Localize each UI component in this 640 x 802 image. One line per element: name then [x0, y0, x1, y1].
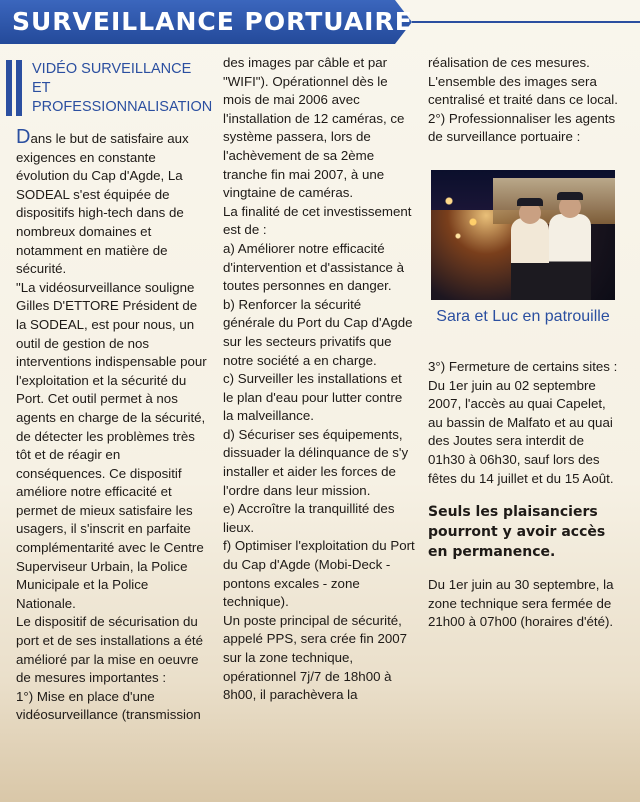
page-title: SURVEILLANCE PORTUAIRE: [12, 7, 413, 36]
paragraph-finalite: La finalité de cet investissement est de :: [223, 203, 412, 238]
paragraph-realisation: réalisation de ces mesures. L'ensemble des images sera centralisé et traité dans ce local.: [428, 55, 618, 108]
list-item: b) Renforcer la sécurité générale du Port du Cap d'Agde sur les secteurs privatifs que notre société a en charge.: [223, 296, 413, 368]
paragraph-intro: [16, 128, 208, 279]
drop-cap: D: [16, 126, 31, 148]
list-item: c) Surveiller les installations et le plan d'eau pour lutter contre la malveillance.: [223, 371, 403, 424]
patrol-photo: [431, 170, 615, 300]
column-2: [223, 54, 415, 705]
subheader-bar-right: [16, 60, 22, 116]
paragraph-item-1: 1°) Mise en place d'une vidéosurveillance (transmission: [16, 688, 201, 723]
paragraph-fermeture: 3°) Fermeture de certains sites : Du 1er juin au 02 septembre 2007, l'accès au quai Capelet, au bassin de Malfato et au quai des Joutes sera interdit de 01h30 à 06h30, sauf lors des fêtes du 14 juillet et du 15 Août.: [428, 359, 618, 486]
column-3-top: [428, 54, 622, 147]
list-item: f) Optimiser l'exploitation du Port du Cap d'Agde (Mobi-Deck - pontons excales - zone technique).: [223, 538, 415, 610]
paragraph-pps: Un poste principal de sécurité, appelé PPS, sera crée fin 2007 sur la zone technique, opérationnel 7j/7 de 18h00 à 8h00, il parachèvera la: [223, 612, 408, 703]
column-3-bottom: [428, 358, 622, 632]
section-subheader: [6, 60, 211, 128]
list-item: d) Sécuriser ses équipements, dissuader la délinquance de s'y installer et aider les forces de l'ordre dans leur mission.: [223, 426, 409, 498]
paragraph-bold-note: Seuls les plaisanciers pourront y avoir accès en permanence.: [428, 504, 606, 561]
list-item: a) Améliorer notre efficacité d'intervention et d'assistance à toutes personnes en danger.: [223, 240, 405, 294]
list-item: e) Accroître la tranquillité des lieux.: [223, 501, 395, 535]
photo-cap-right: [557, 192, 583, 200]
photo-caption: Sara et Luc en patrouille: [436, 308, 610, 325]
paragraph-quote: "La vidéosurveillance souligne Gilles D'ETTORE Président de la SODEAL, est pour nous, un outil de gestion de nos interventions indispensable pour l'exploitation et la sécurité du Port. Cet outil permet à nos agents en charge de la sécurité, de détecter les problèmes très tôt et de réagir en conséquences. Ce dispositif améliore notre efficacité et permet de mieux satisfaire les usagers, il s'inscrit en parfaite complémentarité avec le Centre Superviseur Urbain, la Police Municipale et la Police Nationale.: [16, 279, 207, 611]
paragraph-measures: Le dispositif de sécurisation du port et de ses installations a été amélioré par la mise en oeuvre de mesures importantes :: [16, 614, 204, 686]
photo-person-right: [549, 214, 591, 300]
paragraph-intro-text: ans le but de satisfaire aux exigences en constante évolution du Cap d'Agde, La SODEAL s'est équipée de dispositifs high-tech dans de nombreux domaines et notamment en matière de sécurité.: [16, 131, 189, 277]
photo-person-left: [511, 218, 549, 300]
paragraph-professionnaliser: 2°) Professionnaliser les agents de surveillance portuaire :: [428, 110, 616, 145]
paragraph-zone-technique: Du 1er juin au 30 septembre, la zone technique sera fermée de 21h00 à 07h00 (horaires d'été).: [428, 577, 614, 630]
photo-lights: [437, 180, 497, 250]
column-1: [16, 128, 208, 725]
subheader-bar-left: [6, 60, 12, 116]
paragraph-transmission: des images par câble et par "WIFI"). Opérationnel dès le mois de mai 2006 avec l'installation de 12 caméras, ce système passera, lors de l'achèvement de sa 2ème tranche fin mai 2007, à une vingtaine de caméras.: [223, 55, 405, 201]
subheader-title: VIDÉO SURVEILLANCE ET PROFESSIONNALISATION: [32, 61, 213, 115]
header-bar: [0, 0, 640, 44]
photo-cap-left: [517, 198, 543, 206]
